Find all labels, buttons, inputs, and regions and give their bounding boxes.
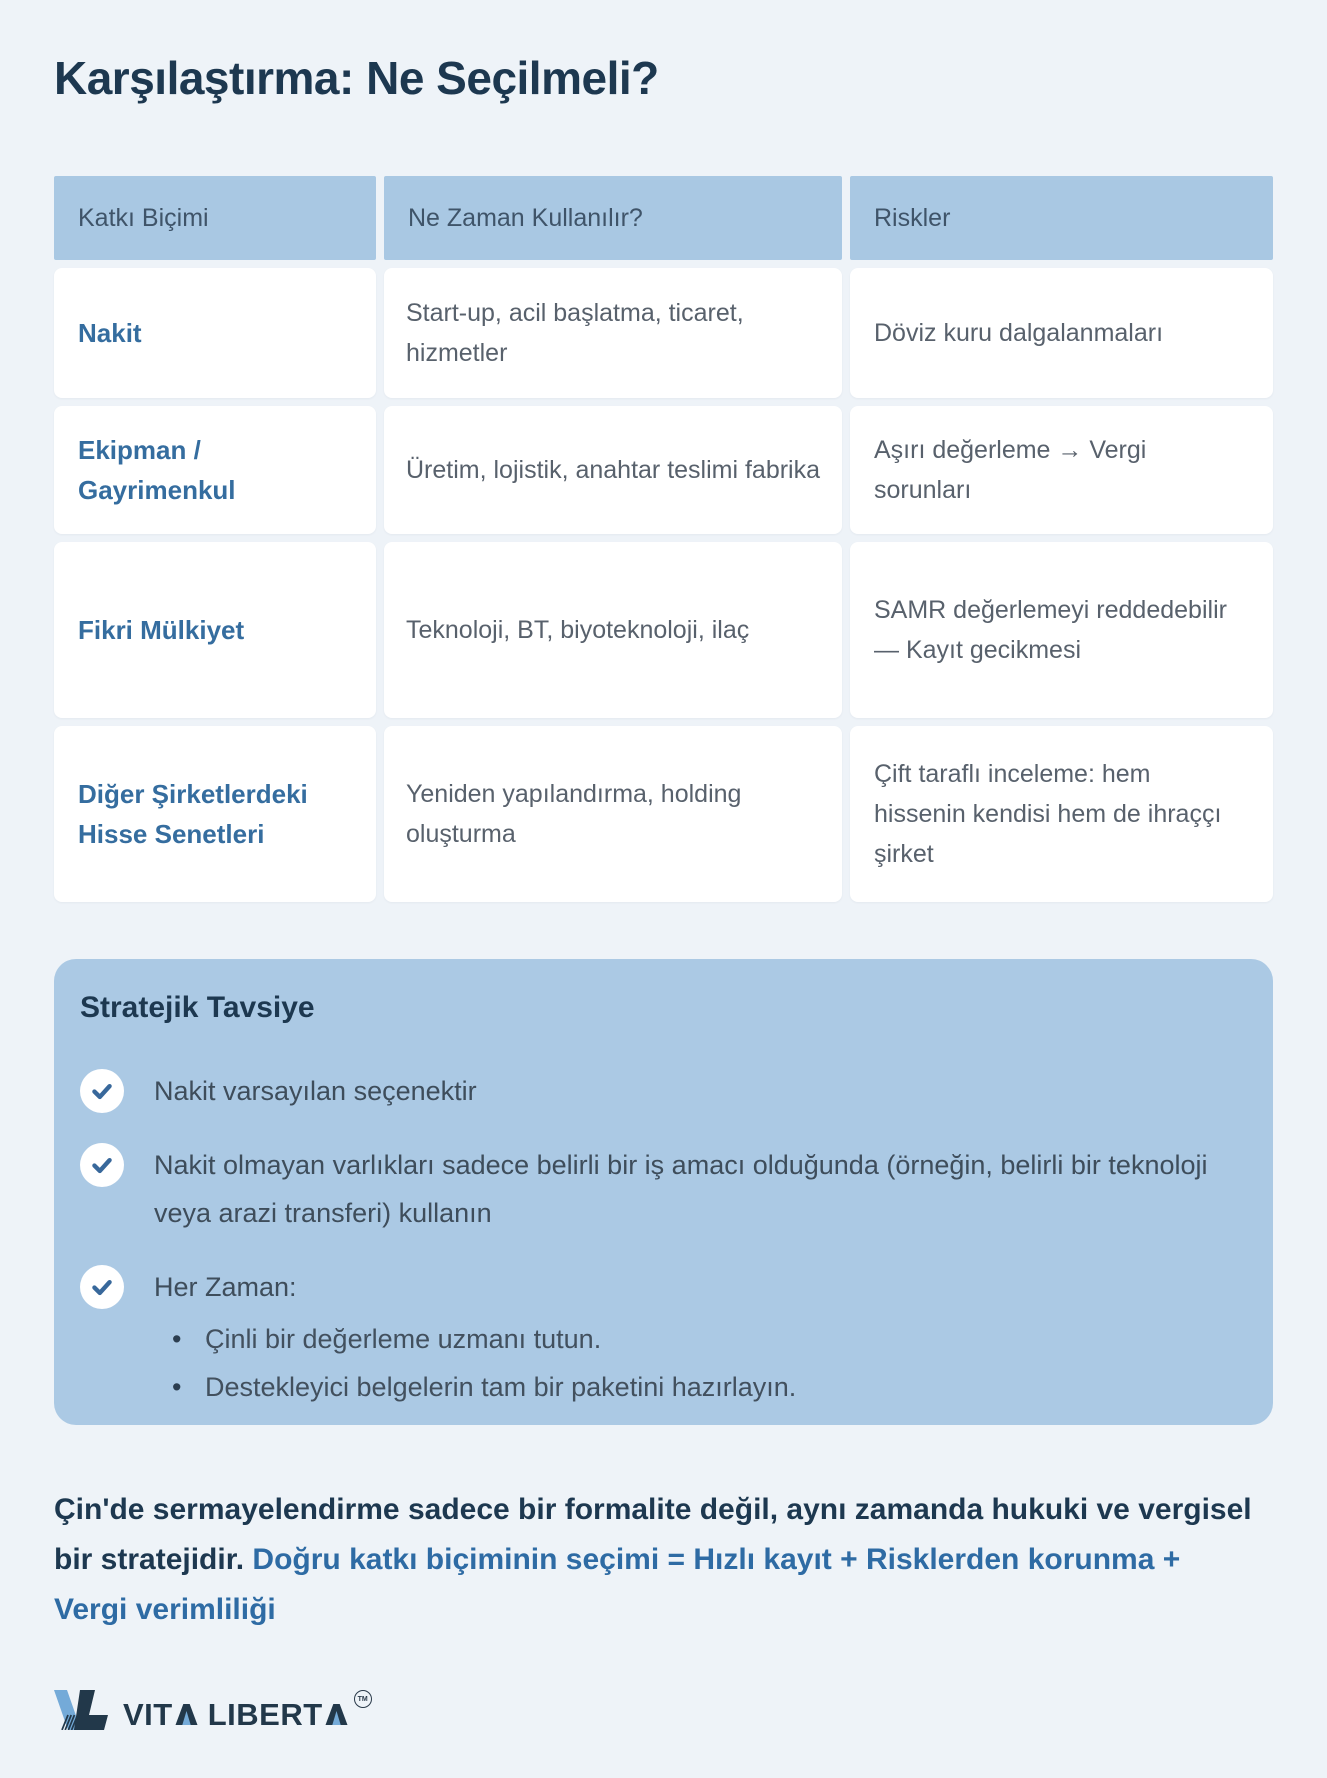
logo-text-libert: LIBERT bbox=[207, 1697, 323, 1732]
advice-title: Stratejik Tavsiye bbox=[80, 991, 315, 1024]
advice-item-text: Her Zaman: bbox=[154, 1272, 297, 1302]
advice-item-text: Nakit varsayılan seçenektir bbox=[154, 1076, 477, 1106]
advice-item bbox=[80, 1141, 1233, 1237]
advice-item bbox=[80, 1263, 1233, 1311]
summary-text-blue: Doğru katkı biçiminin seçimi = Hızlı kayıt + Risklerden korunma + Vergi verimliliği bbox=[54, 1543, 1181, 1626]
cell-risk: Çift taraflı inceleme: hem hissenin kendisi hem de ihraççı şirket bbox=[850, 726, 1273, 902]
cell-form: Ekipman / Gayrimenkul bbox=[54, 406, 376, 534]
logo-text-vit: VIT bbox=[123, 1697, 173, 1732]
cell-when: Start-up, acil başlatma, ticaret, hizmetler bbox=[384, 268, 842, 398]
header-cell-when: Ne Zaman Kullanılır? bbox=[384, 176, 842, 260]
summary-text-dark: Çin'de sermayelendirme sadece bir formalite değil, aynı zamanda hukuki ve vergisel bir stratejidir. bbox=[54, 1493, 1252, 1576]
advice-sub-item bbox=[172, 1315, 1233, 1363]
cell-when: Üretim, lojistik, anahtar teslimi fabrika bbox=[384, 406, 842, 534]
check-icon bbox=[89, 1274, 115, 1300]
check-icon bbox=[89, 1152, 115, 1178]
cell-risk: Aşırı değerleme → Vergi sorunları bbox=[850, 406, 1273, 534]
advice-item bbox=[80, 1067, 1233, 1115]
check-icon bbox=[80, 1069, 124, 1113]
trademark-icon: TM bbox=[354, 1690, 372, 1708]
advice-sub-item-text: Destekleyici belgelerin tam bir paketini hazırlayın. bbox=[205, 1372, 797, 1402]
logo-wordmark bbox=[123, 1690, 372, 1730]
vita-liberta-logo bbox=[54, 1688, 1273, 1730]
advice-sub-list bbox=[172, 1315, 1233, 1411]
check-icon bbox=[80, 1143, 124, 1187]
advice-item-text: Nakit olmayan varlıkları sadece belirli bir iş amacı olduğunda (örneğin, belirli bir teknoloji veya arazi transferi) kullanın bbox=[154, 1150, 1208, 1228]
cell-when: Yeniden yapılandırma, holding oluşturma bbox=[384, 726, 842, 902]
check-icon bbox=[80, 1265, 124, 1309]
check-icon bbox=[89, 1078, 115, 1104]
logo-a-glyph-icon bbox=[175, 1704, 198, 1725]
bullet-icon: • bbox=[172, 1372, 182, 1402]
comparison-table bbox=[54, 176, 1273, 902]
bullet-icon: • bbox=[172, 1324, 182, 1354]
logo-a-glyph-icon bbox=[325, 1704, 348, 1725]
cell-risk: Döviz kuru dalgalanmaları bbox=[850, 268, 1273, 398]
cell-form: Nakit bbox=[54, 268, 376, 398]
cell-form: Diğer Şirketlerdeki Hisse Senetleri bbox=[54, 726, 376, 902]
header-cell-form: Katkı Biçimi bbox=[54, 176, 376, 260]
strategic-advice-card bbox=[54, 959, 1273, 1425]
header-cell-risk: Riskler bbox=[850, 176, 1273, 260]
cell-form: Fikri Mülkiyet bbox=[54, 542, 376, 718]
cell-when: Teknoloji, BT, biyoteknoloji, ilaç bbox=[384, 542, 842, 718]
advice-sub-item-text: Çinli bir değerleme uzmanı tutun. bbox=[205, 1324, 602, 1354]
advice-sub-item bbox=[172, 1363, 1233, 1411]
vita-liberta-logo-icon bbox=[54, 1688, 108, 1730]
summary-paragraph bbox=[54, 1485, 1254, 1635]
cell-risk: SAMR değerlemeyi reddedebilir — Kayıt gecikmesi bbox=[850, 542, 1273, 718]
page-title: Karşılaştırma: Ne Seçilmeli? bbox=[54, 52, 659, 104]
